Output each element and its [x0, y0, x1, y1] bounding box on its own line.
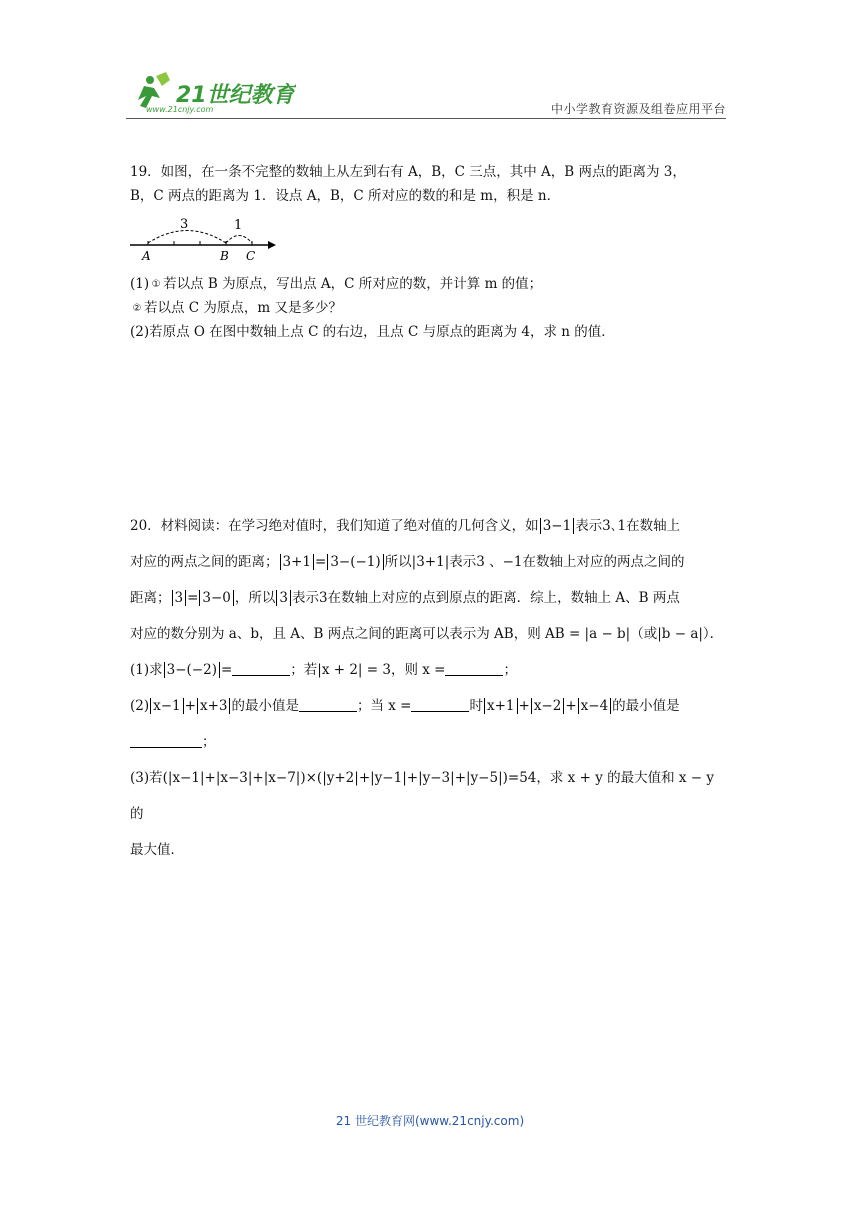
question-20 [130, 508, 730, 868]
q20-line-4: 对应的数分别为 a、b，且 A、B 两点之间的距离可以表示为 AB，则 AB = |a − b|（或|b − a|）． [130, 626, 724, 642]
number-line-figure [128, 208, 278, 264]
q20-sub-1: (1)求 3−(−2) = ；若|x + 2| = 3，则 x = ； [130, 662, 517, 678]
svg-text:21世纪教育: 21世纪教育 [176, 83, 295, 108]
q20-sub-3: (3)若(|x−1|+|x−3|+|x−7|)×(|y+2|+|y−1|+|y−3|+|y−5|)=54，求 x + y 的最大值和 x − y 的 [130, 770, 715, 822]
svg-text:www.21cnjy.com: www.21cnjy.com [146, 105, 214, 114]
q19-sub-1: (1) ① 若以点 B 为原点，写出点 A，C 所对应的数，并计算 m 的值； [130, 276, 543, 292]
footer-site-link[interactable]: 21 世纪教育网(www.21cnjy.com) [335, 1114, 525, 1128]
header-platform-text: 中小学教育资源及组卷应用平台 [550, 102, 726, 116]
answer-blank[interactable] [411, 697, 469, 712]
answer-blank[interactable] [232, 661, 290, 676]
q19-line-1: 19．如图，在一条不完整的数轴上从左到右有 A，B，C 三点，其中 A，B 两点的距离为 3， [130, 164, 686, 180]
header-divider [126, 118, 726, 119]
q20-sub-2: (2) x−1 + x+3 的最小值是 ；当 x = 时 x+1 + x−2 + x−4 的最小值是 [130, 698, 680, 714]
q20-sub-2-cont: ； [130, 724, 730, 760]
q20-sub-3-cont: 最大值． [130, 842, 184, 858]
answer-blank[interactable] [130, 733, 202, 748]
arc-label-3: 3 [180, 217, 189, 232]
q20-line-1: 20．材料阅读：在学习绝对值时，我们知道了绝对值的几何含义，如 3−1 表示3､1在数轴上 [130, 518, 681, 534]
point-c-label: C [246, 249, 256, 263]
point-b-label: B [220, 249, 229, 263]
q20-line-2: 对应的两点之间的距离； 3+1 = 3−(−1) 所以|3+1|表示3 、−1在数轴上对应的两点之间的 [130, 554, 685, 570]
q19-sub-1b: ② 若以点 C 为原点，m 又是多少？ [132, 300, 343, 316]
q19-subquestions [130, 272, 730, 344]
q19-line-2: B，C 两点的距离为 1．设点 A，B，C 所对应的数的和是 m，积是 n． [130, 188, 561, 204]
page-header [126, 70, 726, 120]
answer-blank[interactable] [299, 697, 357, 712]
q20-line-3: 距离； 3 = 3−0 ，所以 3 表示3在数轴上对应的点到原点的距离．综上，数轴上 A、B 两点 [130, 590, 680, 606]
question-19 [130, 160, 730, 208]
q19-sub-2: (2)若原点 O 在图中数轴上点 C 的右边，且点 C 与原点的距离为 4，求 n 的值． [130, 324, 615, 340]
arc-label-1: 1 [234, 218, 243, 233]
logo-21cnjy [126, 70, 296, 116]
point-a-label: A [142, 249, 151, 263]
answer-blank[interactable] [445, 661, 503, 676]
